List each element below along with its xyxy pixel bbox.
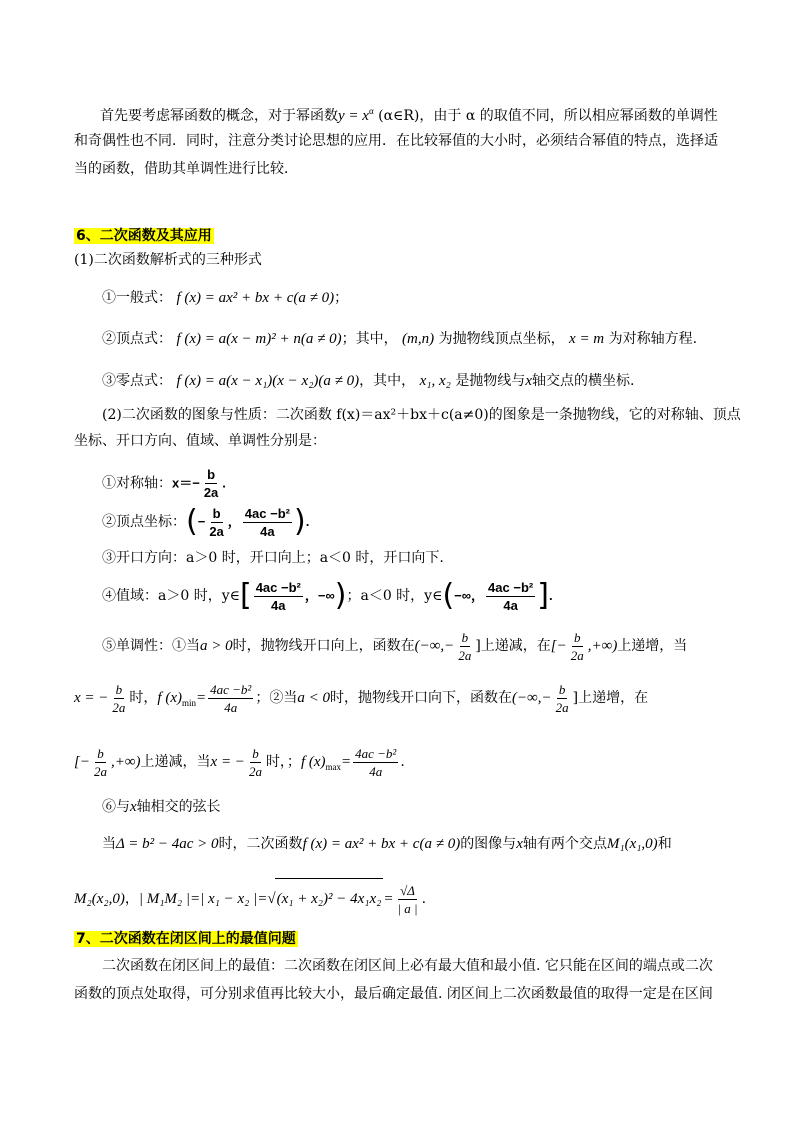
section-heading: 6、二次函数及其应用 bbox=[76, 228, 212, 244]
x-var: x bbox=[525, 373, 532, 389]
numerator: 4ac −b² bbox=[210, 681, 252, 697]
text: ]上递减，在 bbox=[475, 638, 551, 654]
text: 时，抛物线开口向上，函数在 bbox=[232, 638, 415, 654]
text: ⑥与 bbox=[102, 799, 130, 815]
denominator: 4a bbox=[271, 597, 286, 613]
fraction bbox=[254, 579, 303, 614]
discriminant: Δ = b² − 4ac > 0 bbox=[116, 836, 219, 852]
numerator: 4ac −b² bbox=[488, 579, 534, 595]
denominator: 2a bbox=[209, 523, 224, 539]
chord-heading bbox=[102, 797, 221, 817]
text: ]上递增，在 bbox=[572, 690, 649, 706]
interval: ,+∞) bbox=[587, 638, 618, 654]
punct: ， bbox=[124, 891, 139, 907]
denominator: 2a bbox=[458, 647, 472, 663]
monotonicity-line-2 bbox=[74, 678, 648, 723]
numerator: b bbox=[252, 745, 259, 761]
eq: = bbox=[341, 754, 352, 770]
section-6-subheading-1: (1)二次函数解析式的三种形式 bbox=[74, 252, 262, 268]
value-range bbox=[102, 578, 553, 614]
f: f (x) bbox=[300, 754, 326, 770]
bracket: [ bbox=[239, 578, 252, 613]
intro-text: (α∈R)，由于 α 的取值不同，所以相应幂函数的单调性 bbox=[378, 108, 718, 124]
sqrt-sign: √ bbox=[267, 891, 276, 907]
axis-of-symmetry bbox=[102, 466, 226, 501]
numerator: b bbox=[97, 745, 104, 761]
denominator: 4a bbox=[503, 597, 518, 613]
f: f (x) bbox=[157, 690, 182, 706]
text: 轴相交的弦长 bbox=[136, 799, 221, 815]
denominator: 2a bbox=[555, 699, 569, 715]
text: 时，二次函数 bbox=[218, 836, 303, 852]
point-m1: M₁(x₁,0) bbox=[606, 836, 658, 852]
text: ；a＜0 时，y∈ bbox=[346, 588, 443, 604]
text: 时，抛物线开口向下，函数在 bbox=[329, 690, 512, 706]
text: 时， bbox=[129, 690, 158, 706]
vertex-form-formula: f (x) = a(x − m)² + n(a ≠ 0) bbox=[176, 331, 342, 347]
intro-line-3: 当的函数，借助其单调性进行比较． bbox=[74, 161, 298, 177]
section-7-line-1: 二次函数在闭区间上的最值：二次函数在闭区间上必有最大值和最小值. 它只能在区间的端点或二次 bbox=[102, 958, 713, 974]
punct: ； bbox=[334, 290, 349, 306]
fraction bbox=[243, 505, 292, 540]
text: 和 bbox=[657, 836, 672, 852]
intro-line-1 bbox=[100, 101, 718, 126]
point-m2: M₂(x₂,0) bbox=[74, 891, 125, 907]
denominator: 4a bbox=[260, 523, 275, 539]
section-7-heading bbox=[74, 929, 298, 949]
eq: = bbox=[383, 891, 394, 907]
vertex-coordinates-row bbox=[102, 504, 309, 540]
section-heading: 7、二次函数在闭区间上的最值问题 bbox=[76, 931, 296, 947]
vertex-form bbox=[102, 329, 697, 349]
text: 轴交点的横坐标. bbox=[531, 373, 635, 389]
vertex-form-label: ②顶点式： bbox=[102, 331, 172, 347]
text: 当 bbox=[102, 836, 116, 852]
paren: ( bbox=[186, 504, 198, 539]
power-function-formula: $y = x^\alpha$ bbox=[338, 106, 374, 124]
fmax bbox=[301, 754, 341, 770]
eq: = bbox=[196, 690, 207, 706]
roots: x₁, x₂ bbox=[419, 373, 451, 389]
intro-line-2: 和奇偶性也不同．同时，注意分类讨论思想的应用．在比较幂值的大小时，必须结合幂值的特点，选择适 bbox=[74, 133, 718, 149]
punct: . bbox=[421, 891, 427, 907]
numerator: b bbox=[207, 467, 216, 482]
numerator: √Δ bbox=[400, 882, 415, 898]
numerator: b bbox=[574, 629, 581, 645]
punct: ， bbox=[304, 588, 318, 603]
text: 是抛物线与 bbox=[455, 373, 526, 389]
monotonicity-line-1 bbox=[102, 626, 687, 666]
interval: ,+∞) bbox=[110, 754, 141, 770]
fraction bbox=[92, 745, 109, 780]
general-form-formula: f (x) = ax² + bx + c(a ≠ 0) bbox=[176, 290, 335, 306]
infinity: −∞ bbox=[454, 588, 472, 603]
condition: a > 0 bbox=[200, 638, 233, 654]
section-7-line-2: 函数的顶点处取得，可分别求值再比较大小，最后确定最值. 闭区间上二次函数最值的取得一定是在区间 bbox=[74, 986, 713, 1002]
general-form bbox=[102, 288, 348, 308]
text: 上递减，当 bbox=[140, 754, 211, 770]
numerator: b bbox=[461, 629, 469, 645]
opening-direction: ③开口方向：a＞0 时，开口向上；a＜0 时，开口向下. bbox=[102, 550, 444, 566]
monotonicity-line-3 bbox=[74, 742, 405, 787]
numerator: 4ac −b² bbox=[355, 745, 397, 761]
bracket: ] bbox=[537, 578, 549, 613]
denominator: 2a bbox=[570, 647, 584, 663]
paren: ) bbox=[293, 504, 306, 539]
denominator: 2a bbox=[112, 699, 126, 715]
section-6-heading bbox=[74, 226, 214, 246]
x-eq: x = − bbox=[74, 690, 109, 706]
x-var: x bbox=[516, 836, 523, 852]
general-form-label: ①一般式： bbox=[102, 290, 172, 306]
punct: . bbox=[305, 514, 310, 529]
text: 为抛物线顶点坐标， bbox=[438, 331, 565, 347]
fraction bbox=[554, 681, 571, 716]
chord-length: | M₁M₂ |=| x₁ − x₂ |= bbox=[138, 891, 268, 907]
eq: x＝− bbox=[172, 475, 200, 491]
numerator: b bbox=[115, 681, 123, 697]
infinity: −∞ bbox=[317, 588, 335, 603]
graph-properties-line-1: (2)二次函数的图象与性质：二次函数 f(x)＝ax²＋bx＋c(a≠0)的图象是一条抛物线，它的对称轴、顶点 bbox=[102, 407, 741, 423]
punct: . bbox=[222, 475, 226, 491]
label: ②顶点坐标： bbox=[102, 514, 186, 530]
text: 为对称轴方程. bbox=[608, 331, 698, 347]
vertex-coordinates: (m,n) bbox=[402, 331, 435, 347]
punct: ， bbox=[227, 514, 241, 529]
text: ；其中， bbox=[341, 331, 398, 347]
label: ①对称轴： bbox=[102, 475, 172, 492]
fraction bbox=[456, 629, 473, 664]
interval: [− bbox=[74, 754, 90, 770]
zero-form-label: ③零点式： bbox=[102, 373, 172, 389]
minus: − bbox=[197, 514, 206, 529]
subscript: min bbox=[181, 698, 196, 708]
label: ④值域：a＞0 时，y∈ bbox=[102, 588, 240, 604]
graph-properties-line-2: 坐标、开口方向、值域、单调性分别是： bbox=[74, 433, 326, 449]
fraction bbox=[207, 505, 225, 540]
denominator: 2a bbox=[248, 763, 262, 779]
text: 轴有两个交点 bbox=[522, 836, 607, 852]
chord-line-1 bbox=[102, 834, 672, 854]
zero-form bbox=[102, 371, 634, 391]
x-var: x bbox=[130, 799, 137, 815]
x-eq: x = − bbox=[210, 754, 245, 770]
text: 上递增，当 bbox=[617, 638, 688, 654]
fraction bbox=[486, 579, 535, 614]
radicand: (x₁ + x₂)² − 4x₁x₂ bbox=[275, 878, 384, 919]
denominator: 4a bbox=[369, 763, 383, 779]
intro-text: 首先要考虑幂函数的概念，对于幂函数 bbox=[100, 108, 338, 124]
denominator: 2a bbox=[93, 763, 107, 779]
interval: [− bbox=[550, 638, 567, 654]
paren: ) bbox=[334, 578, 347, 613]
paren: ( bbox=[442, 578, 455, 613]
fraction bbox=[208, 681, 253, 716]
fraction bbox=[395, 882, 419, 917]
subscript: max bbox=[325, 762, 342, 772]
chord-line-2 bbox=[74, 878, 426, 919]
function: f (x) = ax² + bx + c(a ≠ 0) bbox=[302, 836, 461, 852]
punct: . bbox=[400, 754, 405, 770]
fraction bbox=[569, 629, 586, 664]
punct: . bbox=[548, 588, 553, 603]
numerator: 4ac −b² bbox=[255, 579, 301, 595]
interval: (−∞,− bbox=[511, 690, 552, 706]
fmin bbox=[157, 690, 196, 706]
text: 的图像与 bbox=[460, 836, 517, 852]
denominator: | a | bbox=[397, 900, 418, 916]
numerator: b bbox=[212, 505, 221, 521]
zero-form-formula: f (x) = a(x − x₁)(x − x₂)(a ≠ 0) bbox=[176, 373, 360, 389]
interval: (−∞,− bbox=[414, 638, 455, 654]
text: 时，； bbox=[265, 754, 301, 770]
label: ⑤单调性：①当 bbox=[102, 638, 200, 654]
axis-equation: x = m bbox=[569, 331, 605, 347]
condition: a < 0 bbox=[297, 690, 330, 706]
punct: ， bbox=[471, 588, 485, 603]
denominator: 4a bbox=[224, 699, 238, 715]
text: ，其中， bbox=[359, 373, 416, 389]
fraction bbox=[247, 745, 264, 780]
fraction bbox=[353, 745, 398, 780]
fraction bbox=[110, 681, 127, 716]
denominator: 2a bbox=[203, 485, 219, 500]
fraction bbox=[202, 466, 220, 501]
numerator: b bbox=[558, 681, 566, 697]
numerator: 4ac −b² bbox=[244, 505, 290, 521]
text: ；②当 bbox=[255, 690, 298, 706]
